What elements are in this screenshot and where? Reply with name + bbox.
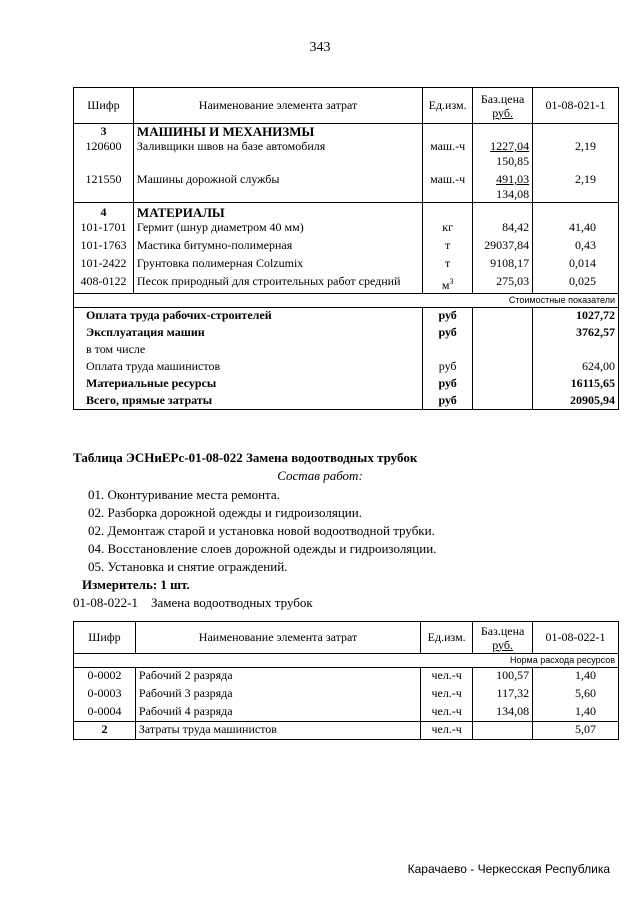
work-item: 02. Разборка дорожной одежды и гидроизоляции. (88, 505, 362, 520)
cost-value: 16115,65 (533, 376, 619, 393)
table-row (74, 274, 619, 294)
table-row (74, 220, 619, 238)
header-price (473, 88, 533, 124)
cost-unit: руб (423, 359, 473, 376)
row-name: Заливщики швов на базе автомобиля (133, 139, 422, 169)
header-price-line1: Баз.цена (480, 91, 525, 106)
row-name: Мастика битумно-полимерная (133, 238, 422, 256)
cost-label-row (74, 294, 619, 308)
table-title: Таблица ЭСНиЕРс-01-08-022 Замена водоотводных трубок (73, 450, 418, 465)
price-main: 491,03 (496, 172, 530, 186)
row-price: 100,57 (473, 668, 533, 686)
cost-name: Материальные ресурсы (74, 376, 423, 393)
cost-name: в том числе (74, 342, 423, 359)
unit-superscript: 3 (449, 277, 454, 286)
price-secondary: 134,08 (496, 187, 530, 201)
cost-row (74, 376, 619, 393)
header-code: Шифр (74, 622, 136, 654)
cost-name: Оплата труда рабочих-строителей (74, 308, 423, 325)
row-unit: чел.-ч (421, 704, 473, 722)
row-unit: маш.-ч (423, 139, 473, 169)
row-code: 121550 (74, 169, 134, 203)
row-price: 117,32 (473, 686, 533, 704)
table-row (74, 238, 619, 256)
cost-unit (423, 342, 473, 359)
row-code: 0-0002 (74, 668, 136, 686)
header-unit: Ед.изм. (421, 622, 473, 654)
work-item: 04. Восстановление слоев дорожной одежды и гидроизоляции. (88, 541, 437, 556)
header-unit: Ед.изм. (423, 88, 473, 124)
header-price-line2: руб. (492, 637, 514, 652)
row-name: Грунтовка полимерная Colzumix (133, 256, 422, 274)
row-value: 5,07 (533, 722, 619, 740)
row-code: 101-1763 (74, 238, 134, 256)
row-name: Рабочий 4 разряда (135, 704, 420, 722)
header-name: Наименование элемента затрат (133, 88, 422, 124)
row-code: 0-0004 (74, 704, 136, 722)
row-name: Песок природный для строительных работ средний (133, 274, 422, 294)
row-name: Затраты труда машинистов (135, 722, 420, 740)
header-norm: 01-08-022-1 (533, 622, 619, 654)
section-number: 4 (74, 203, 134, 221)
cost-unit: руб (423, 308, 473, 325)
row-value: 1,40 (533, 668, 619, 686)
cost-row (74, 308, 619, 325)
table-row (74, 668, 619, 686)
row-unit: т (423, 256, 473, 274)
header-norm: 01-08-021-1 (533, 88, 619, 124)
row-price: 84,42 (473, 220, 533, 238)
cost-value: 624,00 (533, 359, 619, 376)
table-row (74, 169, 619, 203)
row-price: 9108,17 (473, 256, 533, 274)
cost-name: Всего, прямые затраты (74, 393, 423, 410)
row-code: 101-2422 (74, 256, 134, 274)
table-header (74, 88, 619, 124)
cost-unit: руб (423, 376, 473, 393)
section-materials (74, 203, 619, 221)
resource-table-2 (73, 621, 619, 740)
row-price (473, 139, 533, 169)
cost-unit: руб (423, 325, 473, 342)
header-price (473, 622, 533, 654)
cost-row (74, 342, 619, 359)
cost-label: Стоимостные показатели (74, 294, 619, 308)
footer-region: Карачаево - Черкесская Республика (407, 862, 610, 876)
row-value: 1,40 (533, 704, 619, 722)
row-value: 0,43 (533, 238, 619, 256)
composition-title: Состав работ: (277, 468, 363, 483)
norm-label: Норма расхода ресурсов (74, 654, 619, 668)
row-price: 134,08 (473, 704, 533, 722)
table-row (74, 139, 619, 169)
row-name: Рабочий 2 разряда (135, 668, 420, 686)
section-number: 3 (74, 124, 134, 140)
header-code: Шифр (74, 88, 134, 124)
row-price: 275,03 (473, 274, 533, 294)
row-code: 0-0003 (74, 686, 136, 704)
row-price (473, 169, 533, 203)
row-name: Машины дорожной службы (133, 169, 422, 203)
row-unit: кг (423, 220, 473, 238)
cost-row (74, 393, 619, 410)
header-price-line1: Баз.цена (480, 623, 525, 638)
section-title: МАШИНЫ И МЕХАНИЗМЫ (133, 124, 422, 140)
price-secondary: 150,85 (496, 154, 530, 168)
cost-name: Оплата труда машинистов (74, 359, 423, 376)
cost-name: Эксплуатация машин (74, 325, 423, 342)
row-value: 0,025 (533, 274, 619, 294)
row-code: 101-1701 (74, 220, 134, 238)
row-value: 2,19 (533, 169, 619, 203)
unit-base: м (441, 278, 450, 292)
table-row (74, 704, 619, 722)
row-code: 408-0122 (74, 274, 134, 294)
work-item: 05. Установка и снятие ограждений. (88, 559, 288, 574)
row-name: Рабочий 3 разряда (135, 686, 420, 704)
row-value: 2,19 (533, 139, 619, 169)
work-item: 01. Оконтуривание места ремонта. (88, 487, 280, 502)
row-unit (423, 274, 473, 294)
row-value: 41,40 (533, 220, 619, 238)
cost-value: 20905,94 (533, 393, 619, 410)
price-main: 1227,04 (490, 139, 530, 153)
cost-value: 1027,72 (533, 308, 619, 325)
section-machines (74, 124, 619, 140)
table-row (74, 686, 619, 704)
row-code: 2 (74, 722, 136, 740)
page-number: 343 (309, 40, 331, 55)
table-row (74, 256, 619, 274)
row-unit: маш.-ч (423, 169, 473, 203)
row-value: 5,60 (533, 686, 619, 704)
row-name: Гермит (шнур диаметром 40 мм) (133, 220, 422, 238)
header-price-line2: руб. (492, 105, 513, 120)
section-title: МАТЕРИАЛЫ (133, 203, 422, 221)
cost-value (533, 342, 619, 359)
cost-value: 3762,57 (533, 325, 619, 342)
cost-row (74, 359, 619, 376)
row-price: 29037,84 (473, 238, 533, 256)
row-unit: т (423, 238, 473, 256)
table-header (74, 622, 619, 654)
row-unit: чел.-ч (421, 686, 473, 704)
cost-unit: руб (423, 393, 473, 410)
row-code: 120600 (74, 139, 134, 169)
header-name: Наименование элемента затрат (135, 622, 420, 654)
resource-table-1 (73, 87, 619, 410)
cost-row (74, 325, 619, 342)
row-value: 0,014 (533, 256, 619, 274)
table-row (74, 722, 619, 740)
norm-label-row (74, 654, 619, 668)
norm-line: 01-08-022-1 Замена водоотводных трубок (73, 595, 313, 610)
work-item: 02. Демонтаж старой и установка новой водоотводной трубки. (88, 523, 435, 538)
meter: Измеритель: 1 шт. (82, 577, 190, 592)
row-unit: чел.-ч (421, 668, 473, 686)
row-unit: чел.-ч (421, 722, 473, 740)
